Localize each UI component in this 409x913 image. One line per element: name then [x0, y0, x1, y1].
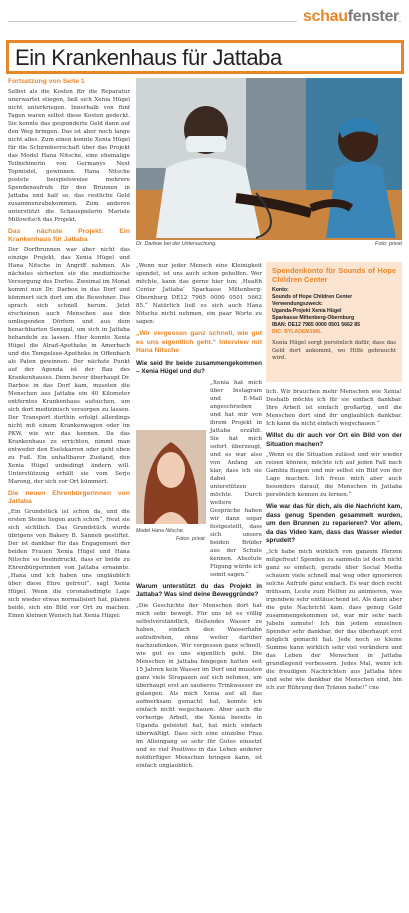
col1-subhead-hospital: Das nächste Projekt: Ein Krankenhaus für Jattaba	[8, 227, 130, 243]
article-headline: Ein Krankenhaus für Jattaba	[6, 40, 404, 74]
col2-paragraph-1: „Wenn nur jeder Mensch eine Kleinigkeit spendet, ist uns auch schon geholfen. Wer möchte, kann das gerne hier tun: ‚Health Center Jattaba‘ Sparkasse Miltenberg-Obernburg DE12 7965 0000 0501 5662 85.“ Natürlich ließ es sich auch Hana Nitsche nicht nehmen, ein paar Worte zu sagen:	[136, 263, 262, 325]
donation-bank: Sparkasse Miltenberg-Obernburg	[272, 315, 355, 321]
donation-note: Xenia Hügel sorgt persönlich dafür, dass das Geld dort ankommt, wo Hilfe gebraucht wird.	[272, 340, 396, 362]
donation-bic: BIC: BYLADEM1MIL	[272, 329, 322, 335]
photo-credit: Foto: privat	[375, 241, 402, 247]
donation-account-box	[266, 262, 402, 382]
donation-box-title: Spendenkonto für Sounds of Hope Children Center	[272, 266, 396, 284]
col3-question-1: Willst du dir auch vor Ort ein Bild von der Situation machen?	[266, 432, 402, 448]
brand-part-fenster: fenster	[347, 8, 399, 25]
interview-subhead: „Wir vergessen ganz schnell, wie gut es uns eigentlich geht.“ Interview mit Hana Nitsche	[136, 330, 262, 354]
col3-answer-2: „Ich habe mich wirklich von ganzem Herzen mitgefreut! Spenden zu sammeln ist doch nicht ganz so einfach, gerade über Social Media schauen viele schnell mal weg oder ignorieren solche Aufrufe ganz einfach. Es war doch recht mühsam, Leute zum Helfen zu animieren, was irgendwie sehr enttäuschend ist. Als dann aber die gute Nachricht kam, dass genug Geld zusammengekommen ist, war mir sehr nach Jubeln zumute! Ich bin jedem einzelnen Spender sehr dankbar, der das überhaupt erst möglich gemacht hat. Jede noch so kleine Summe kann wirklich sehr viel verändern und das Leben der Menschen in Jattaba grundlegend verbessern. Jedes Mal, wenn ich die freudigen Nachrichten aus Jattaba höre und sehe wie dankbar die Menschen sind, bin ich zur Rührung den Tränen nahe!“ cne	[266, 548, 402, 691]
col1-paragraph-3: „Ein Grundstück ist schon da, und die ersten Steine liegen auch schon“, freut sie sich sichtlich. Das Grundstück wurde übrigens von Bakery B. Sanneh gestiftet. Der ist dankbar für das Engagement der beiden Frauen Xenia Hügel und Hana Nitsche so beeindruckt, dass er beide zu Ehrenbürgerinnen von Jattaba ernannte. „Hana und ich haben uns ungläublich über diese Ehre gefreut“, sagt Xenia Hügel. Wenn die coronabedingte Lage sich wieder etwas normalisiert hat, planen beide, sich ein Bild vor Ort zu machen. Einen kleinen Wunsch hat Xenia Hügel:	[8, 508, 130, 619]
article-column-1	[8, 78, 130, 906]
donation-purpose-label: Verwendungszweck:	[272, 301, 323, 307]
interview-question-1: Wie seid Ihr beide zusammengekommen – Xenia Hügel und du?	[136, 359, 262, 375]
donation-account-label: Konto:	[272, 287, 289, 293]
inset-portrait-photo	[136, 430, 206, 524]
inset-photo-caption	[136, 528, 262, 542]
inset-caption-text: Model Hana Nitsche.	[136, 528, 185, 534]
donation-iban: IBAN: DE12 7965 0000 0501 5662 85	[272, 322, 360, 328]
donation-account-name: Sounds of Hope Children Center	[272, 294, 353, 300]
interview-question-2: Warum unterstützt du das Projekt in Jattaba? Was sind deine Beweggründe?	[136, 582, 262, 598]
masthead-brand	[297, 8, 399, 26]
donation-purpose: Uganda-Projekt Xenia Hügel	[272, 308, 342, 314]
interview-answer-1: „Xenia hat mich über Instagram und E-Mail angeschrieben und hat mir von ihrem Projekt in Jattaba erzählt. Sie hat mich sofort überzeugt, und es war also von Anfang an klar, dass ich sie dabei unterstützen möchte. Durch weitere Gespräche haben wir dann sogar festgestellt, dass sich unsere beiden Brüder aus der Schule kennen. Absolute Fügung würde ich somit sagen.“	[210, 379, 262, 578]
col3-question-2: Wie war das für dich, als die Nachricht kam, dass genug Spenden gesammelt wurden, um den Brunnen zu reparieren? Vor allem, da das Video kam, dass das Wasser wieder sprudelt?	[266, 503, 402, 544]
col3-paragraph-1: lich. Wir brauchen mehr Menschen wie Xenia! Deshalb möchte ich für sie einfach dankbar. Ihre Arbeit ist einfach großartig, und die Menschen dort sind ihr unglaublich dankbar. Ich kann da nicht einfach wegschauen.“	[266, 389, 402, 427]
interview-answer-2: „Die Geschichte der Menschen dort hat mich sehr bewegt. Für uns ist es völlig selbstverständlich, fließendes Wasser zu haben, einfach den Wasserhahn aufzudrehen, ohne weiter darüber nachzudenken. Wir vergessen ganz schnell, wie gut es uns eigentlich geht. Die Menschen in Jattaba hingegen hatten seit 15 Jahren kein Wasser im Dorf und mussten ganz viele Strapazen auf sich nehmen, um überhaupt erst an sauberes Trinkwasser zu gelangen. Als mich Xenia auf all das aufmerksam gemacht hat, konnte ich einfach nicht wegschauen. Aber auch die vorherige Arbeit, die Xenia bereits in Uganda geleistet hat, hat mich einfach überwältigt. Dass sich eine einzelne Frau im Alleingang so sehr für Gutes einsetzt und so viel Positives in das Leben anderer notdürftiger Menschen bringen kann, ist einfach unglaublich.	[136, 602, 262, 769]
main-photo	[136, 78, 402, 240]
main-photo-caption	[136, 241, 402, 251]
model-portrait-illustration	[136, 430, 206, 524]
masthead	[0, 4, 409, 34]
col1-subhead-honorary-citizens: Die neuen Ehrenbürgerinnen von Jattaba	[8, 489, 130, 505]
col1-paragraph-2: Der Dorfbrunnen war aber nicht das einzige Projekt, das Xenia Hügel und Hana Nitsche in Angriff nahmen. Als nächstes sicherten sie die medizinische Versorgung des Dorfes. Zweimal im Monat kommt nun Dr. Darboe in das Dorf und kümmert sich dort um die Bewohner. Das sprach sich schnell herum. Jetzt erscheinen auch Menschen aus den umliegenden Dörfern und aus dem benachbarten Senegal, um sich in Jattaba behandeln zu lassen. Hier konnte Xenia Hügel die Alrad-Apotheke in Amerbach und die Tempelsee-Apotheke in Offenbach als Paten gewinnen. Der nächste Punkt auf der Agenda ist der Bau des Krankenhauses. Denn bevor überhaupt Dr. Darboe in das Dorf kam, mussten die Menschen aus Jattaba ein 40 Kilometer entferntes Krankenhaus aufsuchen, um sich dort medizinisch versorgen zu lassen. Der Transport dorthin erfolgt allerdings nicht mit einem Krankenwagen oder im PKW, wie wir das kennen. Da das Krankenhaus zu errichten, nimmt man entweder den Eselskarren oder geht eben zu Fuß. Ein unhaltbarer Zustand, den Xenia Hügel unbedingt ändern will. Unterstützung erhält sie vom Serjo Marong, der sich vor Ort kümmert.	[8, 246, 130, 485]
article-column-2	[136, 262, 262, 906]
inset-photo-credit: Fotos: privat	[176, 536, 205, 542]
col1-paragraph-1: Selbst als die Kosten für die Reparatur unerwartet stiegen, ließ sich Xenia Hügel nicht unterkriegen. Innerhalb von fünf Tagen waren selbst diese Kosten gedeckt. Sie konnte das gesponderte Geld dann auf den Weg bringen. Das ist aber noch lange nicht alles. Zum einen konnte Xenia Hügel für die Schirmherrschaft über das Projekt das Model Hana Nitsche, eine ehemalige Teilnehmerin von Germanys Next Topmodel, gewinnen. Hana Nitsche postete beispielsweise mehrere Spendenaufrufe für den Brunnen in Jattaba und half so, das restliche Geld zusammenzubekommen. Zum anderen unterstützt die Schauspielerin Mariele Millowitsch das Projekt.	[8, 88, 130, 223]
continued-from-label: Fortsetzung von Seite 1	[8, 78, 85, 85]
doctor-examination-illustration	[136, 78, 402, 240]
brand-part-schau: schau	[302, 8, 348, 25]
col3-answer-1: „Wenn es die Situation zulässt und wir wieder reisen können, möchte ich auf jeden Fall nach Gambia fliegen und mir selbst ein Bild von der Lage machen. Ich freue mich aber auch besonders darauf, die Menschen in Jattaba persönlich kennen zu lernen.“	[266, 452, 402, 498]
article-column-3	[266, 262, 402, 906]
photo-caption-text: Dr. Darboe bei der Untersuchung.	[136, 241, 217, 247]
